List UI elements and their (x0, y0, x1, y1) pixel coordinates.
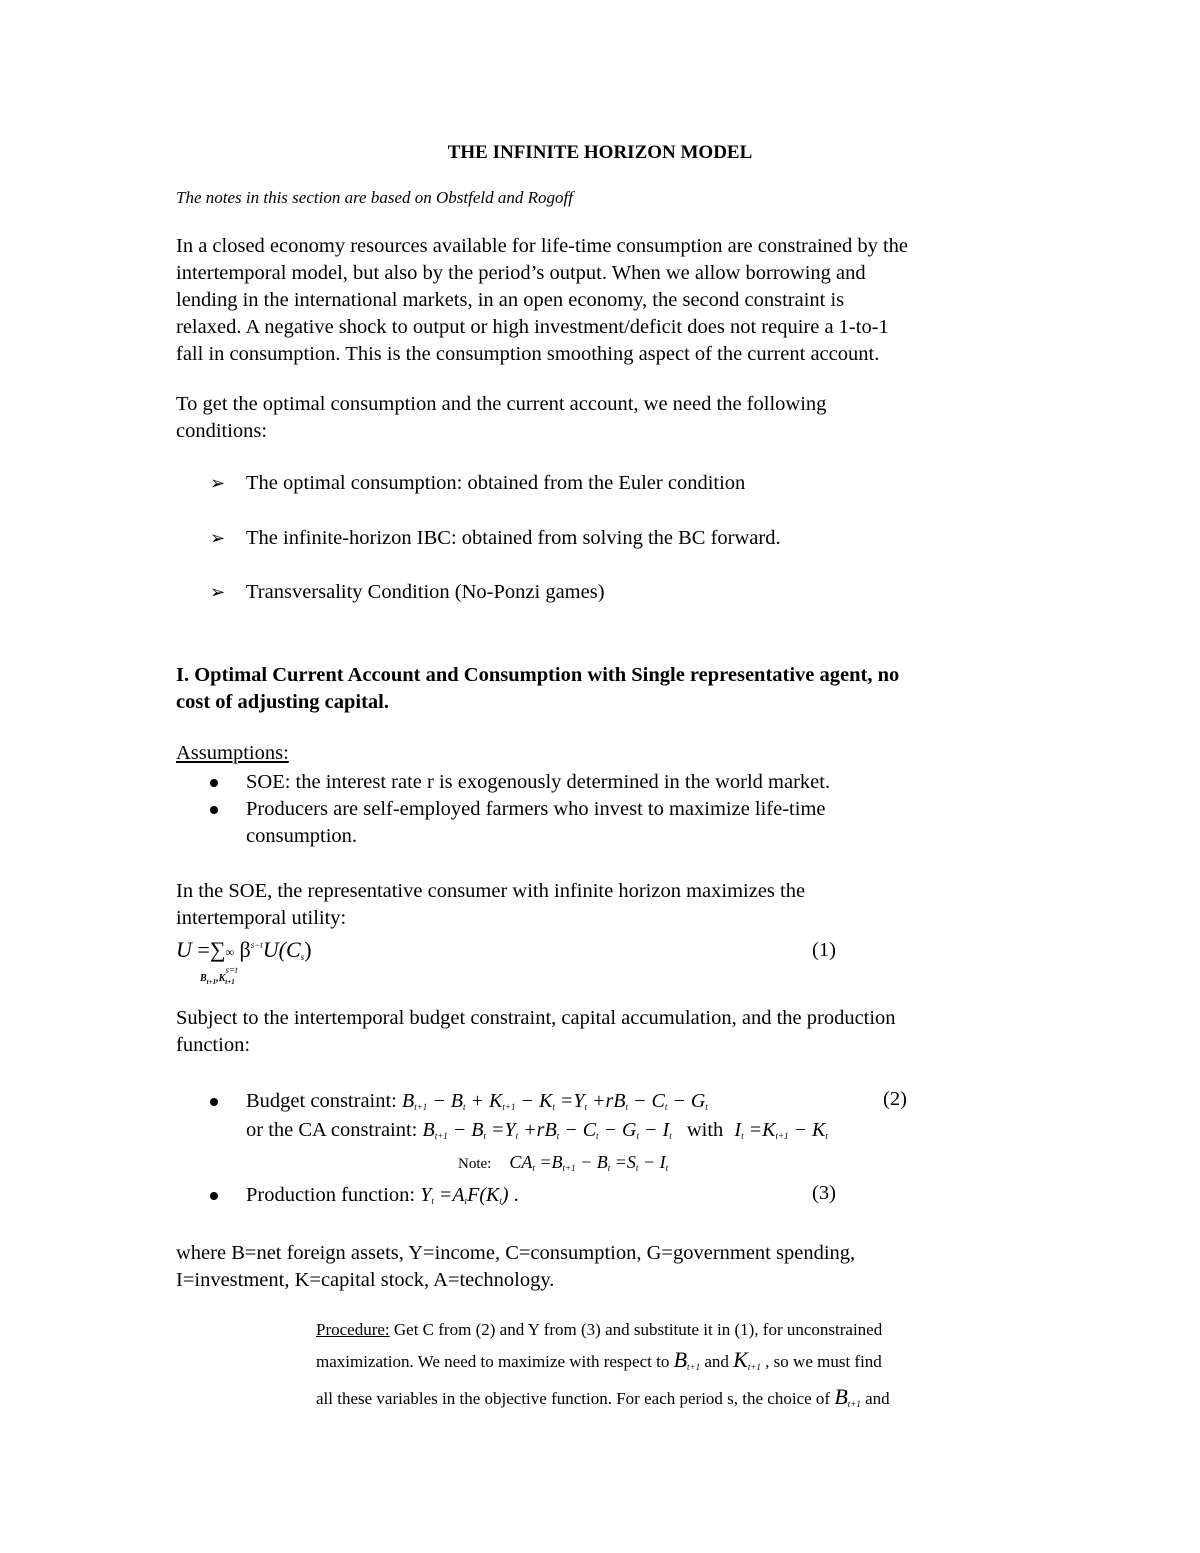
eq-symbol: − G (598, 1119, 637, 1141)
subject-paragraph (176, 1005, 1036, 1059)
condition-item (210, 527, 781, 550)
ca-constraint-line (246, 1119, 828, 1142)
eq-symbol: B (834, 1384, 848, 1409)
eq-symbol: − G (667, 1090, 706, 1112)
eq-symbol: U (176, 937, 192, 962)
note-equation (509, 1152, 668, 1172)
eq-symbol: − K (515, 1090, 553, 1112)
eq-subscript: t (463, 1102, 466, 1112)
note-label: Note: (458, 1156, 492, 1172)
bullet-dot-icon (210, 779, 218, 787)
arrow-bullet-icon: ➢ (210, 473, 226, 494)
eq-symbol: − B (447, 1119, 484, 1141)
eq-subscript: t (596, 1131, 599, 1141)
eq-symbol: =Y (554, 1090, 585, 1112)
procedure-text: and (860, 1389, 890, 1408)
eq-symbol: ) (501, 1184, 509, 1206)
eq-subscript: t (584, 1102, 587, 1112)
text-line (316, 1345, 1036, 1382)
text-line: where B=net foreign assets, Y=income, C=consumption, G=government spending, (176, 1242, 856, 1264)
eq-symbol: =S (610, 1152, 636, 1172)
text-line: conditions: (176, 420, 268, 442)
eq-subscript: t+1 (687, 1362, 701, 1372)
procedure-label: Procedure: (316, 1320, 390, 1339)
eq-subscript: t (552, 1102, 555, 1112)
eq-symbol: = (197, 937, 210, 962)
assumption-text: Producers are self-employed farmers who invest to maximize life-time (246, 798, 826, 820)
eq-subscript: t (515, 1131, 519, 1141)
ca-equation (423, 1119, 672, 1141)
eq-subscript: t (665, 1163, 669, 1173)
procedure-text: , so we must find (760, 1352, 882, 1371)
eq-subscript: t (464, 1196, 468, 1206)
text-line: intertemporal model, but also by the period’s output. When we allow borrowing and (176, 262, 866, 284)
conditions-paragraph (176, 391, 1036, 445)
eq-symbol: U(C (262, 937, 301, 962)
eq-subscript: t+1 (434, 1131, 448, 1141)
eq-subscript: t (636, 1131, 640, 1141)
soe-paragraph (176, 878, 1036, 932)
text-line: In the SOE, the representative consumer with infinite horizon maximizes the (176, 880, 806, 902)
eq-symbol: K (733, 1347, 748, 1372)
eq-symbol: − C (559, 1119, 597, 1141)
arrow-bullet-icon: ➢ (210, 528, 226, 549)
condition-text: Transversality Condition (No-Ponzi games) (246, 581, 605, 603)
eq-subscript: t+1 (847, 1399, 861, 1409)
condition-item (210, 472, 745, 495)
eq-symbol: B (200, 973, 207, 984)
eq-subscript: t (669, 1131, 672, 1141)
eq-subscript: t (607, 1163, 611, 1173)
ca-label: or the CA constraint: (246, 1119, 418, 1141)
eq-symbol: − I (639, 1119, 670, 1141)
eq-subscript: t (664, 1102, 668, 1112)
eq-symbol: − B (575, 1152, 608, 1172)
text-line: I=investment, K=capital stock, A=technology. (176, 1269, 555, 1291)
text-line: fall in consumption. This is the consumption smoothing aspect of the current account. (176, 343, 880, 365)
eq-symbol: ,K (216, 973, 226, 984)
eq-subscript: t+1 (562, 1163, 576, 1173)
procedure-text: Get C from (2) and Y from (3) and substitute it in (1), for unconstrained (389, 1320, 883, 1339)
eq-punctuation: . (508, 1184, 519, 1206)
eq-symbol: − I (638, 1152, 666, 1172)
with-word: with (686, 1119, 724, 1141)
eq-subscript: t (431, 1196, 434, 1206)
note-line (458, 1152, 668, 1173)
eq-subscript: t (635, 1163, 639, 1173)
argmax-variables (200, 973, 235, 986)
eq-symbol: Y (420, 1184, 432, 1206)
eq-subscript: t+1 (502, 1102, 516, 1112)
condition-text: The infinite-horizon IBC: obtained from solving the BC forward. (246, 527, 781, 549)
beta-symbol: β (239, 937, 251, 962)
intro-paragraph (176, 233, 1036, 368)
eq-subscript: t (483, 1131, 487, 1141)
eq-symbol: =Y (486, 1119, 516, 1141)
assumptions-label-text: Assumptions (176, 742, 284, 764)
bullet-dot-icon (210, 1192, 218, 1200)
eq-subscript: t+1 (206, 978, 217, 986)
bullet-dot-icon (210, 1098, 218, 1106)
production-equation (420, 1184, 508, 1206)
eq-subscript: t (825, 1131, 828, 1141)
procedure-text: all these variables in the objective function. For each period s, the choice of (316, 1389, 835, 1408)
assumption-text: SOE: the interest rate r is exogenously determined in the world market. (246, 771, 831, 793)
eq-subscript: s (300, 952, 305, 962)
eq-subscript: t (625, 1102, 628, 1112)
eq-subscript: t+1 (414, 1102, 428, 1112)
utility-equation (176, 937, 312, 975)
condition-item (210, 581, 605, 604)
budget-equation (402, 1090, 708, 1112)
source-note: The notes in this section are based on Obstfeld and Rogoff (176, 188, 573, 207)
text-line: intertemporal utility: (176, 907, 347, 929)
text-line: function: (176, 1034, 251, 1056)
eq-superscript: s−t (250, 940, 263, 950)
arrow-bullet-icon: ➢ (210, 582, 226, 603)
document-title: THE INFINITE HORIZON MODEL (447, 142, 753, 163)
bullet-dot-icon (210, 806, 218, 814)
assumptions-label (176, 742, 289, 765)
text-line: lending in the international markets, in an open economy, the second constraint is (176, 289, 845, 311)
procedure-paragraph (316, 1315, 1036, 1419)
eq-subscript: t (556, 1131, 560, 1141)
eq-symbol: +rB (586, 1090, 626, 1112)
eq-symbol: CA (509, 1152, 533, 1172)
eq-symbol: B (673, 1347, 688, 1372)
definitions-paragraph (176, 1240, 1036, 1294)
production-function-line (246, 1182, 519, 1215)
eq-subscript: t (741, 1131, 744, 1141)
text-line: To get the optimal consumption and the current account, we need the following (176, 393, 827, 415)
eq-symbol: − K (788, 1119, 826, 1141)
eq-subscript: t (532, 1163, 535, 1173)
heading-line: cost of adjusting capital. (176, 691, 389, 713)
eq-subscript: s=t (225, 965, 238, 975)
eq-subscript: t (499, 1196, 502, 1206)
section-heading (176, 662, 899, 716)
eq-symbol: B (422, 1119, 435, 1141)
eq-symbol: B (402, 1090, 415, 1112)
text-line (316, 1382, 1036, 1419)
eq-symbol: − C (627, 1090, 665, 1112)
assumptions-colon: : (283, 742, 289, 764)
eq-symbol: + K (465, 1090, 503, 1112)
budget-label: Budget constraint: (246, 1090, 397, 1112)
heading-line: I. Optimal Current Account and Consumption with Single representative agent, no (176, 664, 900, 686)
eq-symbol: I (734, 1119, 742, 1141)
sum-symbol: ∑ (209, 937, 226, 962)
assumption-text: consumption. (246, 825, 358, 847)
procedure-text: and (700, 1352, 734, 1371)
eq-subscript: t+1 (775, 1131, 789, 1141)
budget-constraint-line (246, 1088, 708, 1121)
production-label: Production function: (246, 1184, 416, 1206)
equation-number: (1) (812, 939, 836, 961)
equation-number: (2) (883, 1088, 907, 1110)
eq-symbol: =K (743, 1119, 776, 1141)
text-line: Subject to the intertemporal budget constraint, capital accumulation, and the production (176, 1007, 896, 1029)
eq-symbol: F(K (467, 1184, 500, 1206)
condition-text: The optimal consumption: obtained from the Euler condition (246, 472, 746, 494)
eq-symbol: +rB (518, 1119, 557, 1141)
eq-subscript: t (705, 1102, 708, 1112)
eq-symbol: =B (534, 1152, 563, 1172)
eq-subscript: t+1 (747, 1362, 761, 1372)
eq-symbol: − B (427, 1090, 464, 1112)
investment-equation (734, 1119, 827, 1141)
procedure-text: maximization. We need to maximize with respect to (316, 1352, 674, 1371)
text-line (316, 1315, 1036, 1345)
text-line: relaxed. A negative shock to output or high investment/deficit does not require a 1-to-1 (176, 316, 889, 338)
eq-superscript: ∞ (225, 945, 235, 959)
eq-symbol: ) (304, 937, 312, 962)
eq-symbol: =A (433, 1184, 465, 1206)
equation-number: (3) (812, 1182, 836, 1204)
eq-subscript: t+1 (225, 978, 235, 986)
text-line: In a closed economy resources available for life-time consumption are constrained by the (176, 235, 909, 257)
